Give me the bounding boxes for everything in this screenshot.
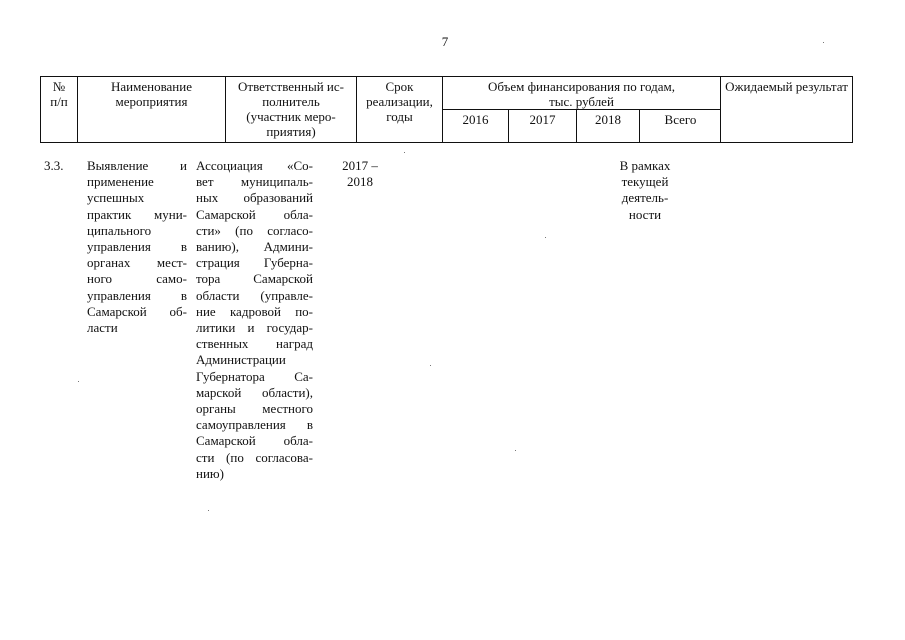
table-header <box>40 76 853 143</box>
total-line: текущей <box>621 174 669 190</box>
term-line: 2017 – <box>342 158 378 173</box>
responsible-line: вет муниципаль- <box>196 174 313 190</box>
responsible-line: Ассоциация «Со- <box>196 158 313 173</box>
header-year-total: Всего <box>664 112 697 127</box>
responsible-line: тора Самарской <box>196 271 313 287</box>
header-col-responsible <box>226 77 357 142</box>
responsible-line: самоуправления в <box>196 417 313 433</box>
header-col-number <box>41 77 78 142</box>
header-responsible-line2: полнитель <box>262 94 320 109</box>
header-financing-line2: тыс. рублей <box>549 94 614 109</box>
activity-name-line: ласти <box>87 320 118 336</box>
responsible-line: области (управле- <box>196 287 313 303</box>
scan-speck <box>430 365 431 366</box>
row-number: 3.3. <box>44 158 64 173</box>
header-year-2018: 2018 <box>577 110 640 142</box>
term-line: 2018 <box>347 174 373 190</box>
activity-name-line: управления в <box>87 239 187 255</box>
header-responsible-line1: Ответственный ис- <box>238 79 344 94</box>
row-responsible <box>196 158 313 482</box>
scan-speck <box>823 42 824 43</box>
responsible-line: Губернатора Са- <box>196 368 313 384</box>
header-term-line3: годы <box>386 109 413 124</box>
scan-speck <box>515 450 516 451</box>
responsible-line: Администрации <box>196 352 286 368</box>
header-term-line2: реализации, <box>366 94 433 109</box>
responsible-line: Самарской обла- <box>196 206 313 222</box>
page-number: 7 <box>441 34 449 49</box>
header-financing-line1: Объем финансирования по годам, <box>487 79 676 94</box>
header-responsible-line3: (участник меро- <box>246 109 336 124</box>
activity-name-line: практик муни- <box>87 206 187 222</box>
header-col-financing <box>443 77 721 142</box>
header-term-line1: Срок <box>385 79 414 94</box>
responsible-line: ных образований <box>196 190 313 206</box>
total-line: деятель- <box>621 190 669 206</box>
scan-speck <box>78 381 79 382</box>
responsible-line: нию) <box>196 465 224 481</box>
responsible-line: страция Губерна- <box>196 255 313 271</box>
header-number-line2: п/п <box>50 94 68 109</box>
header-year-2016: 2016 <box>443 110 509 142</box>
header-responsible-line4: приятия) <box>266 124 316 139</box>
activity-name-line: управления в <box>87 287 187 303</box>
header-col-term <box>357 77 443 142</box>
activity-name-line: применение <box>87 174 154 190</box>
row-term <box>330 158 390 190</box>
row-total-financing <box>610 158 680 223</box>
header-number-line1: № <box>52 79 66 94</box>
scan-speck <box>404 152 405 153</box>
responsible-line: марской области), <box>196 384 313 400</box>
scan-speck <box>208 510 209 511</box>
activity-name-line: ципального <box>87 222 152 238</box>
responsible-line: ние кадровой по- <box>196 303 313 319</box>
responsible-line: Самарской обла- <box>196 433 313 449</box>
activity-name-line: органах мест- <box>87 255 187 271</box>
activity-name-line: успешных <box>87 190 145 206</box>
header-financing-title <box>443 77 720 110</box>
activity-name-line: Выявление и <box>87 158 187 173</box>
header-name-line1: Наименование <box>111 79 192 94</box>
responsible-line: сти» (по согласо- <box>196 222 313 238</box>
header-name-line2: мероприятия <box>115 94 188 109</box>
header-col-result: Ожидаемый результат <box>725 79 848 94</box>
total-line: ности <box>628 206 662 222</box>
activity-name-line: ного само- <box>87 271 187 287</box>
responsible-line: литики и государ- <box>196 320 313 336</box>
activity-name-line: Самарской об- <box>87 303 187 319</box>
row-activity-name <box>87 158 187 336</box>
scan-speck <box>545 237 546 238</box>
responsible-line: ванию), Админи- <box>196 239 313 255</box>
header-col-name <box>78 77 226 142</box>
total-line: В рамках <box>619 158 671 173</box>
responsible-line: сти (по согласова- <box>196 449 313 465</box>
responsible-line: ственных наград <box>196 336 313 352</box>
responsible-line: органы местного <box>196 401 313 417</box>
header-year-2017: 2017 <box>509 110 577 142</box>
